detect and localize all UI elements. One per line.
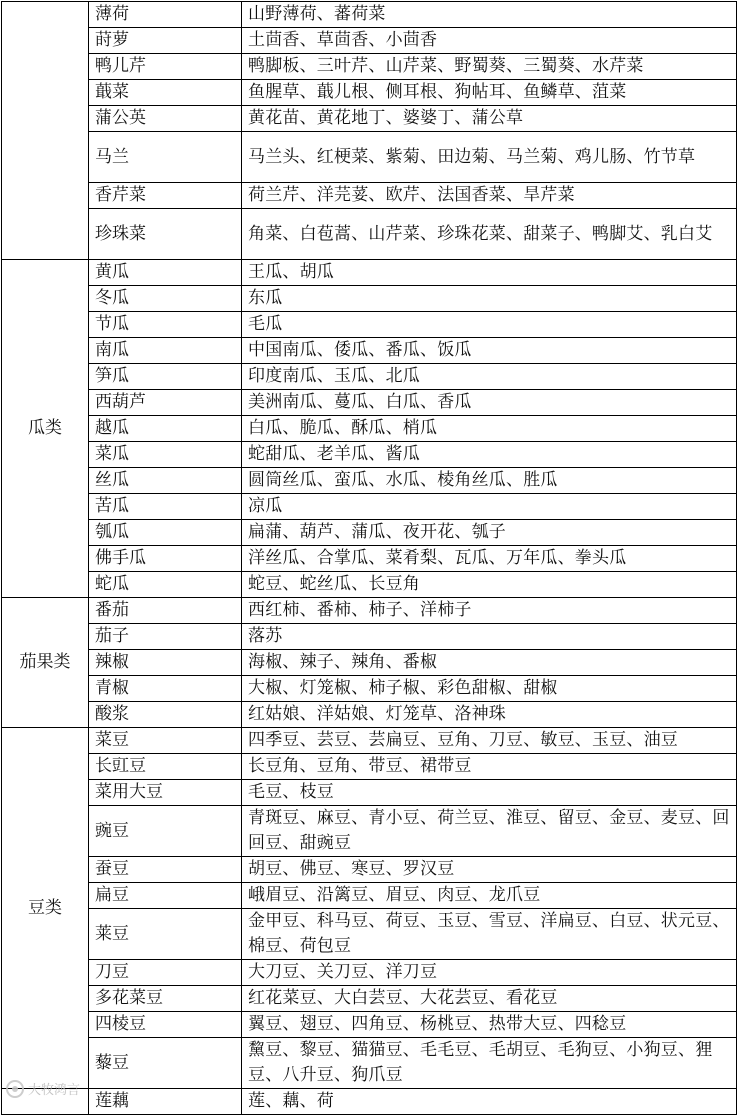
vegetable-name-cell: 西葫芦 — [89, 390, 242, 416]
alias-list-cell: 海椒、辣子、辣角、番椒 — [242, 650, 737, 676]
vegetable-name-cell: 豌豆 — [89, 806, 242, 857]
vegetable-name-cell: 鸭儿芹 — [89, 54, 242, 80]
table-row — [2, 806, 737, 857]
vegetable-name-cell: 莳萝 — [89, 28, 242, 54]
table-row — [2, 728, 737, 754]
alias-list-cell: 毛豆、枝豆 — [242, 780, 737, 806]
table-row — [2, 909, 737, 960]
category-cell: 豆类 — [2, 728, 89, 1089]
alias-list-cell: 青斑豆、麻豆、青小豆、荷兰豆、淮豆、留豆、金豆、麦豆、回回豆、甜豌豆 — [242, 806, 737, 857]
vegetable-name-cell: 多花菜豆 — [89, 986, 242, 1012]
vegetable-name-cell: 瓠瓜 — [89, 520, 242, 546]
alias-list-cell: 土茴香、草茴香、小茴香 — [242, 28, 737, 54]
alias-list-cell: 王瓜、胡瓜 — [242, 260, 737, 286]
table-row — [2, 986, 737, 1012]
alias-list-cell: 扁蒲、葫芦、蒲瓜、夜开花、瓠子 — [242, 520, 737, 546]
table-row — [2, 28, 737, 54]
vegetable-name-cell: 薄荷 — [89, 2, 242, 28]
table-row — [2, 260, 737, 286]
vegetable-name-cell: 蛇瓜 — [89, 572, 242, 598]
table-row — [2, 1089, 737, 1115]
table-row — [2, 702, 737, 728]
table-row — [2, 754, 737, 780]
alias-list-cell: 山野薄荷、蕃荷菜 — [242, 2, 737, 28]
alias-list-cell: 印度南瓜、玉瓜、北瓜 — [242, 364, 737, 390]
vegetable-name-cell: 莱豆 — [89, 909, 242, 960]
alias-list-cell: 白瓜、脆瓜、酥瓜、梢瓜 — [242, 416, 737, 442]
table-row — [2, 624, 737, 650]
alias-list-cell: 马兰头、红梗菜、紫菊、田边菊、马兰菊、鸡儿肠、竹节草 — [242, 132, 737, 183]
table-row — [2, 442, 737, 468]
alias-list-cell: 西红柿、番柿、柿子、洋柿子 — [242, 598, 737, 624]
vegetable-name-cell: 南瓜 — [89, 338, 242, 364]
alias-list-cell: 四季豆、芸豆、芸扁豆、豆角、刀豆、敏豆、玉豆、油豆 — [242, 728, 737, 754]
table-row — [2, 416, 737, 442]
vegetable-name-cell: 菜豆 — [89, 728, 242, 754]
table-row — [2, 286, 737, 312]
alias-list-cell: 红花菜豆、大白芸豆、大花芸豆、看花豆 — [242, 986, 737, 1012]
category-cell — [2, 1089, 89, 1115]
alias-list-cell: 莲、藕、荷 — [242, 1089, 737, 1115]
vegetable-name-cell: 青椒 — [89, 676, 242, 702]
vegetable-name-cell: 香芹菜 — [89, 183, 242, 209]
table-row — [2, 209, 737, 260]
alias-list-cell: 峨眉豆、沿篱豆、眉豆、肉豆、龙爪豆 — [242, 883, 737, 909]
vegetable-name-cell: 马兰 — [89, 132, 242, 183]
vegetable-name-cell: 笋瓜 — [89, 364, 242, 390]
vegetable-name-cell: 番茄 — [89, 598, 242, 624]
table-row — [2, 650, 737, 676]
table-row — [2, 80, 737, 106]
category-cell: 茄果类 — [2, 598, 89, 728]
alias-list-cell: 角菜、白苞蒿、山芹菜、珍珠花菜、甜菜子、鸭脚艾、乳白艾 — [242, 209, 737, 260]
table-row — [2, 54, 737, 80]
table-row — [2, 312, 737, 338]
table-row — [2, 494, 737, 520]
table-row — [2, 1012, 737, 1038]
table-row — [2, 676, 737, 702]
table-row — [2, 546, 737, 572]
vegetable-name-cell: 蚕豆 — [89, 857, 242, 883]
alias-list-cell: 洋丝瓜、合掌瓜、菜肴梨、瓦瓜、万年瓜、拳头瓜 — [242, 546, 737, 572]
alias-list-cell: 凉瓜 — [242, 494, 737, 520]
alias-list-cell: 红姑娘、洋姑娘、灯笼草、洛神珠 — [242, 702, 737, 728]
vegetable-name-cell: 苦瓜 — [89, 494, 242, 520]
vegetable-name-cell: 刀豆 — [89, 960, 242, 986]
alias-list-cell: 黄花苗、黄花地丁、婆婆丁、蒲公草 — [242, 106, 737, 132]
vegetable-name-cell: 蒲公英 — [89, 106, 242, 132]
watermark-text: 大牧鸿言 — [28, 1083, 81, 1098]
vegetable-alias-table — [1, 1, 737, 1115]
table-row — [2, 857, 737, 883]
vegetable-name-cell: 越瓜 — [89, 416, 242, 442]
alias-list-cell: 荷兰芹、洋芫荽、欧芹、法国香菜、旱芹菜 — [242, 183, 737, 209]
vegetable-name-cell: 珍珠菜 — [89, 209, 242, 260]
table-row — [2, 520, 737, 546]
vegetable-name-cell: 菜用大豆 — [89, 780, 242, 806]
vegetable-name-cell: 黄瓜 — [89, 260, 242, 286]
table-row — [2, 572, 737, 598]
table-row — [2, 390, 737, 416]
table-row — [2, 183, 737, 209]
alias-list-cell: 落苏 — [242, 624, 737, 650]
table-row — [2, 598, 737, 624]
alias-list-cell: 鱼腥草、蕺儿根、侧耳根、狗帖耳、鱼鳞草、菹菜 — [242, 80, 737, 106]
alias-list-cell: 大椒、灯笼椒、柿子椒、彩色甜椒、甜椒 — [242, 676, 737, 702]
category-cell — [2, 2, 89, 260]
table-row — [2, 364, 737, 390]
alias-list-cell: 中国南瓜、倭瓜、番瓜、饭瓜 — [242, 338, 737, 364]
table-row — [2, 960, 737, 986]
alias-list-cell: 金甲豆、科马豆、荷豆、玉豆、雪豆、洋扁豆、白豆、状元豆、棉豆、荷包豆 — [242, 909, 737, 960]
alias-list-cell: 翼豆、翅豆、四角豆、杨桃豆、热带大豆、四稔豆 — [242, 1012, 737, 1038]
table-row — [2, 2, 737, 28]
alias-list-cell: 黧豆、黎豆、猫猫豆、毛毛豆、毛胡豆、毛狗豆、小狗豆、狸豆、八升豆、狗爪豆 — [242, 1038, 737, 1089]
vegetable-name-cell: 蕺菜 — [89, 80, 242, 106]
alias-list-cell: 鸭脚板、三叶芹、山芹菜、野蜀葵、三蜀葵、水芹菜 — [242, 54, 737, 80]
vegetable-name-cell: 酸浆 — [89, 702, 242, 728]
alias-list-cell: 圆筒丝瓜、蛮瓜、水瓜、棱角丝瓜、胜瓜 — [242, 468, 737, 494]
vegetable-name-cell: 丝瓜 — [89, 468, 242, 494]
vegetable-name-cell: 长豇豆 — [89, 754, 242, 780]
category-cell: 瓜类 — [2, 260, 89, 598]
table-row — [2, 468, 737, 494]
alias-list-cell: 蛇甜瓜、老羊瓜、酱瓜 — [242, 442, 737, 468]
alias-list-cell: 长豆角、豆角、带豆、裙带豆 — [242, 754, 737, 780]
table-row — [2, 106, 737, 132]
vegetable-name-cell: 节瓜 — [89, 312, 242, 338]
vegetable-name-cell: 茄子 — [89, 624, 242, 650]
alias-list-cell: 大刀豆、关刀豆、洋刀豆 — [242, 960, 737, 986]
vegetable-name-cell: 冬瓜 — [89, 286, 242, 312]
table-row — [2, 883, 737, 909]
table-row — [2, 132, 737, 183]
alias-list-cell: 胡豆、佛豆、寒豆、罗汉豆 — [242, 857, 737, 883]
alias-list-cell: 美洲南瓜、蔓瓜、白瓜、香瓜 — [242, 390, 737, 416]
vegetable-name-cell: 菜瓜 — [89, 442, 242, 468]
alias-list-cell: 毛瓜 — [242, 312, 737, 338]
vegetable-name-cell: 藜豆 — [89, 1038, 242, 1089]
alias-list-cell: 东瓜 — [242, 286, 737, 312]
table-body — [2, 2, 737, 1115]
vegetable-name-cell: 辣椒 — [89, 650, 242, 676]
vegetable-name-cell: 四棱豆 — [89, 1012, 242, 1038]
alias-list-cell: 蛇豆、蛇丝瓜、长豆角 — [242, 572, 737, 598]
vegetable-name-cell: 莲藕 — [89, 1089, 242, 1115]
table-row — [2, 780, 737, 806]
table-row — [2, 1038, 737, 1089]
vegetable-name-cell: 扁豆 — [89, 883, 242, 909]
vegetable-name-cell: 佛手瓜 — [89, 546, 242, 572]
table-row — [2, 338, 737, 364]
